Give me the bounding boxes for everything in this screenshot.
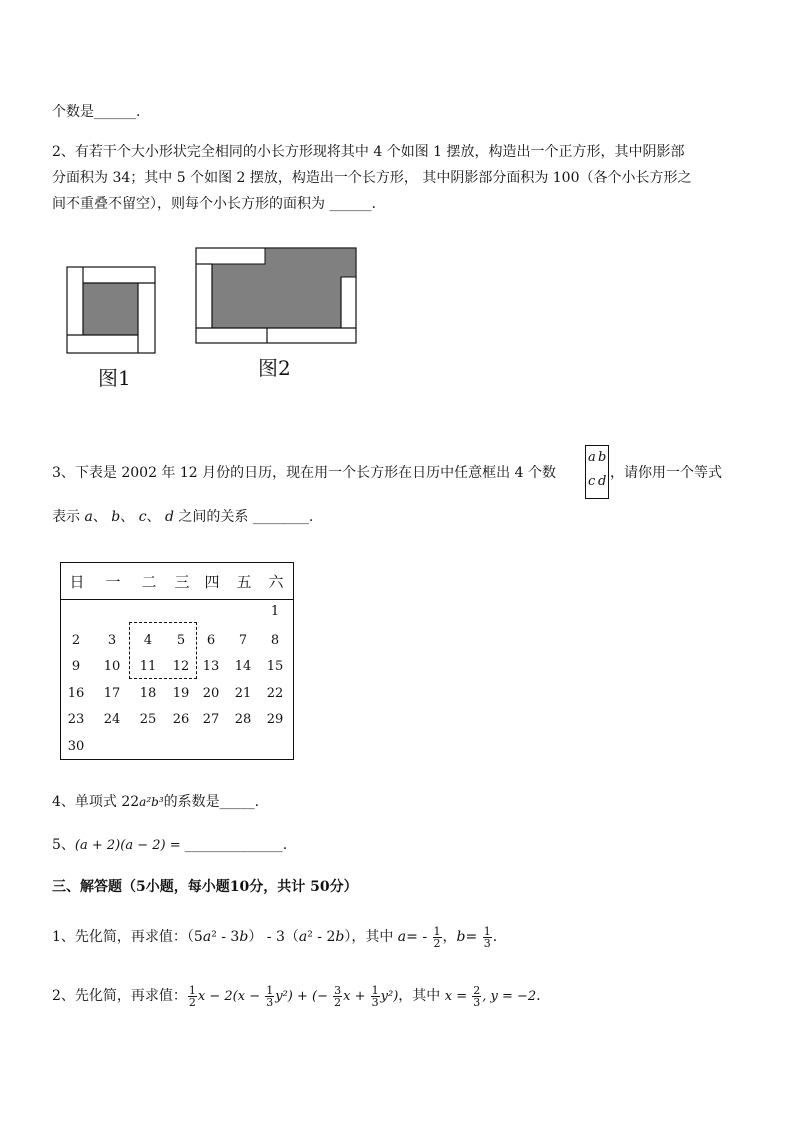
q2-line3: 间不重叠不留空），则每个小长方形的面积为 ______.	[52, 196, 376, 212]
q3-abcd-box	[585, 445, 609, 499]
figure-1	[66, 266, 158, 356]
q3-line1-tail: ，请你用一个等式	[610, 465, 722, 481]
calendar-day-cell: 6	[206, 633, 216, 648]
calendar-header-cell: 三	[174, 573, 190, 591]
calendar-day-cell: 20	[202, 686, 220, 701]
p2-e4: y²)	[380, 989, 399, 1004]
q2-line2: 分面积为 34；其中 5 个如图 2 摆放，构造出一个长方形， 其中阴影部分面积为 100（各个小长方形之	[52, 170, 692, 186]
p1-eq2: =	[465, 929, 482, 945]
problem-1	[52, 924, 497, 950]
fig1-shaded-square	[83, 283, 138, 335]
p2-mid: ，其中	[398, 988, 445, 1004]
p2-e2: y²) + (−	[275, 989, 333, 1004]
calendar-header-cell: 二	[141, 573, 157, 591]
q3-line1: 3、下表是 2002 年 12 月份的日历，现在用一个长方形在日历中任意框出 4 个数	[52, 465, 556, 481]
calendar-day-cell: 14	[234, 659, 252, 674]
q3-line2-post: 之间的关系 ________.	[178, 509, 314, 525]
q2-line1: 2、有若干个大小形状完全相同的小长方形现将其中 4 个如图 1 摆放，构造出一个正方形，其中阴影部	[52, 144, 685, 160]
calendar-day-cell: 7	[238, 633, 248, 648]
p2-e1: x − 2(x −	[197, 989, 265, 1004]
fig1-label: 图1	[98, 366, 131, 390]
calendar-header-cell: 日	[69, 573, 85, 591]
figure-2	[195, 247, 359, 345]
p1-var-a: a	[397, 929, 407, 945]
section-3-heading: 三、解答题（5小题，每小题10分，共计 50分）	[52, 879, 358, 895]
calendar-day-cell: 15	[266, 659, 284, 674]
calendar-header-cell: 四	[204, 573, 220, 591]
calendar-day-cell: 16	[67, 686, 85, 701]
calendar-day-cell: 17	[103, 686, 121, 701]
calendar-day-cell: 27	[202, 712, 220, 727]
calendar-day-cell: 23	[67, 712, 85, 727]
calendar-day-cell: 21	[234, 686, 252, 701]
p2-e5: x =	[444, 989, 472, 1004]
box-a: a	[588, 450, 596, 465]
q5-expr: (a + 2)(a − 2) =	[74, 838, 185, 853]
p1-b1: b	[239, 929, 249, 945]
calendar-header-cell: 五	[236, 573, 252, 591]
p2-frac-4: $\frac{1}{3}$	[371, 983, 379, 1009]
calendar-header-cell: 六	[268, 573, 284, 591]
p2-e3: x +	[343, 989, 370, 1004]
p2-frac-5: $\frac{2}{3}$	[473, 983, 481, 1009]
calendar-day-cell: 5	[176, 633, 186, 648]
q4-line	[52, 792, 259, 812]
box-b: b	[598, 450, 607, 465]
calendar-day-cell: 26	[172, 712, 190, 727]
p1-mid3: ² - 2	[307, 929, 336, 945]
var-b: b	[111, 509, 121, 525]
q5-blank: ______________	[184, 837, 283, 853]
q3-line2	[52, 507, 313, 527]
selection-dashed-box	[129, 622, 197, 679]
calendar-day-cell: 28	[234, 712, 252, 727]
p1-eq1: = -	[406, 929, 432, 945]
p1-mid1: ² - 3	[211, 929, 240, 945]
calendar-day-cell: 9	[71, 659, 81, 674]
p2-frac-1: $\frac{1}{2}$	[188, 983, 196, 1009]
p1-frac-third: $\frac{1}{3}$	[483, 924, 491, 950]
p1-mid2: ） - 3（	[248, 929, 299, 945]
p1-pre: 1、先化简，再求值：（5	[52, 929, 203, 945]
calendar-day-cell: 13	[202, 659, 220, 674]
sep-2: 、	[120, 509, 135, 525]
sep-3: 、	[146, 509, 161, 525]
calendar-day-cell: 12	[172, 659, 190, 674]
calendar-day-cell: 19	[172, 686, 190, 701]
fig2-label: 图2	[258, 356, 291, 380]
var-d: d	[164, 509, 174, 525]
q5-line	[52, 835, 287, 856]
var-a: a	[84, 509, 93, 525]
p1-var-b: b	[456, 929, 466, 945]
problem-2	[52, 982, 541, 1011]
p2-pre: 2、先化简，再求值：	[52, 988, 187, 1004]
calendar-day-cell: 8	[270, 633, 280, 648]
calendar-header-cell: 一	[105, 573, 121, 591]
p1-a1: a	[202, 929, 212, 945]
p2-end: .	[536, 988, 541, 1004]
p1-end: .	[492, 929, 498, 945]
p1-mid4: ），其中	[344, 929, 398, 945]
calendar-day-cell: 1	[270, 604, 280, 619]
q1-tail-text: 个数是______.	[52, 104, 141, 120]
calendar-day-cell: 18	[139, 686, 157, 701]
q4-monomial: a²b³	[139, 795, 164, 809]
calendar-day-cell: 10	[103, 659, 121, 674]
calendar-day-cell: 30	[67, 739, 85, 754]
var-c: c	[138, 509, 147, 525]
p1-frac-half: $\frac{1}{2}$	[433, 924, 441, 950]
calendar-day-cell: 4	[143, 633, 153, 648]
q4-pre: 4、单项式 22	[52, 794, 140, 810]
box-d: d	[598, 474, 607, 489]
p2-frac-2: $\frac{1}{3}$	[266, 983, 274, 1009]
q3-line2-pre: 表示	[52, 509, 80, 525]
calendar-day-cell: 25	[139, 712, 157, 727]
calendar-day-cell: 3	[107, 633, 117, 648]
p2-frac-3: $\frac{3}{2}$	[334, 983, 342, 1009]
q5-end: .	[282, 837, 288, 853]
p1-comma: ，	[442, 929, 457, 945]
calendar-day-cell: 24	[103, 712, 121, 727]
q4-post: 的系数是_____.	[163, 794, 260, 810]
p1-a2: a	[298, 929, 308, 945]
calendar-day-cell: 11	[139, 659, 157, 674]
box-c: c	[588, 474, 596, 489]
q5-pre: 5、	[52, 837, 75, 853]
sep-1: 、	[92, 509, 107, 525]
p1-b2: b	[335, 929, 345, 945]
calendar-day-cell: 29	[266, 712, 284, 727]
calendar-day-cell: 22	[266, 686, 284, 701]
p2-e6: , y = −2	[482, 989, 537, 1004]
calendar-day-cell: 2	[71, 633, 81, 648]
